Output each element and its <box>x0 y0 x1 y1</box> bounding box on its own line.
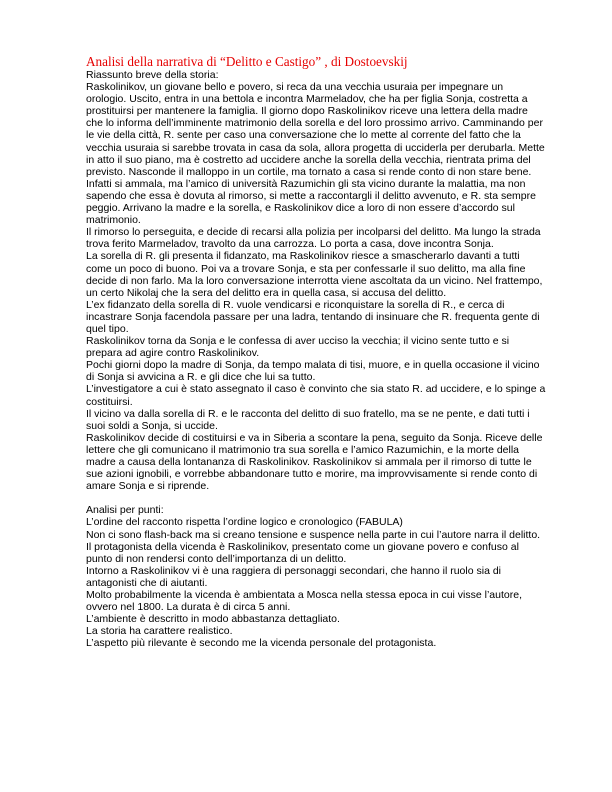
text-line: di Sonja si avvicina a R. e gli dice che lui sa tutto. <box>86 371 316 384</box>
text-line: incastrare Sonja facendola passare per una ladra, tentando di insinuare che R. frequenta gente di <box>86 310 540 323</box>
text-line: L’aspetto più rilevante è secondo me la vicenda personale del protagonista. <box>86 637 437 650</box>
text-line: Il vicino va dalla sorella di R. e le racconta del delitto di suo fratello, ma se ne pente, e dati tutti i <box>86 407 530 420</box>
text-line: ovvero nel 1800. La durata è di circa 5 anni. <box>86 601 291 614</box>
text-line: suoi soldi a Sonja, si uccide. <box>86 419 218 432</box>
text-line: L’ambiente è descritto in modo abbastanza dettagliato. <box>86 613 340 626</box>
text-line: previsto. Nasconde il malloppo in un cortile, ma tornato a casa si rende conto di non stare bene. <box>86 165 532 178</box>
text-line: Intorno a Raskolinikov vi è una raggiera di personaggi secondari, che hanno il ruolo sia di <box>86 564 502 577</box>
summary-heading: Riassunto breve della storia: <box>86 69 219 81</box>
text-line: Non ci sono flash-back ma si creano tensione e suspence nella parte in cui l’autore narra il delitto. <box>86 528 541 541</box>
text-line: Raskolinikov torna da Sonja e le confessa di aver ucciso la vecchia; il vicino sente tutto e si <box>86 335 510 348</box>
text-line: costituirsi. <box>86 395 133 408</box>
text-line: peggio. Arrivano la madre e la sorella, e Raskolinikov dice a loro di non essere d’accordo sul <box>86 202 515 215</box>
document-page <box>86 55 566 650</box>
text-line: lettere che gli comunicano il matrimonio tra sua sorella e l’amico Razumichin, e la morte della <box>86 443 520 456</box>
document-title: Analisi della narrativa di “Delitto e Castigo” , di Dostoevskij <box>86 54 408 69</box>
text-line: vecchia usuraia si sarebbe trovata in casa da sola, allora progetta di ucciderla per derubarla. Mette <box>86 141 545 154</box>
text-line: sue azioni ignobili, e vorrebbe abbandonare tutto e morire, ma improvvisamente si rende conto di <box>86 468 538 481</box>
text-line: Il rimorso lo perseguita, e decide di recarsi alla polizia per incolparsi del delitto. Ma lungo la strada <box>86 226 541 239</box>
text-line: prepara ad agire contro Raskolinikov. <box>86 347 260 360</box>
text-line: Molto probabilmente la vicenda è ambientata a Mosca nella stessa epoca in cui visse l’autore, <box>86 589 522 602</box>
text-line: antagonisti che di aiutanti. <box>86 576 208 589</box>
text-line: matrimonio. <box>86 214 141 227</box>
text-line: sapendo che essa è dovuta al rimorso, si mette a raccontargli il delitto avvenuto, e R. sta sempre <box>86 189 536 202</box>
analysis-heading: Analisi per punti: <box>86 504 164 517</box>
text-line: Raskolinikov decide di costituirsi e va in Siberia a scontare la pena, seguito da Sonja. Riceve delle <box>86 431 543 444</box>
text-line: Infatti si ammala, ma l’amico di università Razumichin gli sta vicino durante la malattia, ma non <box>86 177 526 190</box>
text-line: come un poco di buono. Poi va a trovare Sonja, e sta per confessarle il suo delitto, ma alla fine <box>86 262 526 275</box>
text-line: La storia ha carattere realistico. <box>86 625 233 638</box>
text-line: amare Sonja e si riprende. <box>86 480 210 493</box>
text-line: trova ferito Marmeladov, travolto da una carrozza. Lo porta a casa, dove incontra Sonja. <box>86 238 494 251</box>
text-line: quel tipo. <box>86 322 129 335</box>
text-line: punto di non rendersi conto dell’importanza di un delitto. <box>86 552 347 565</box>
text-line: le vie della città, R. sente per caso una conversazione che lo mette al corrente del fatto che la <box>86 129 521 142</box>
analysis-body <box>86 516 566 649</box>
text-line: Pochi giorni dopo la madre di Sonja, da tempo malata di tisi, muore, e in quella occasione il vicino <box>86 359 540 372</box>
text-line: L’ex fidanzato della sorella di R. vuole vendicarsi e riconquistare la sorella di R., e cerca di <box>86 298 505 311</box>
text-line: L’investigatore a cui è stato assegnato il caso è convinto che sia stato R. ad uccidere, e lo spinge a <box>86 383 546 396</box>
text-line: prostituirsi per mantenere la famiglia. Il giorno dopo Raskolinikov riceve una lettera della madre <box>86 105 528 118</box>
text-line: un certo Nikolaj che la sera del delitto era in quella casa, si accusa del delitto. <box>86 286 447 299</box>
summary-body <box>86 81 566 492</box>
text-line: in atto il suo piano, ma è costretto ad uccidere anche la sorella della vecchia, rientrata prima del <box>86 153 531 166</box>
text-line: che lo informa dell’imminente matrimonio della sorella e del loro prossimo arrivo. Camminando per <box>86 117 543 130</box>
text-line: decide di non farlo. Ma la loro conversazione interrotta viene ascoltata da un vicino. Nel frattempo, <box>86 274 543 287</box>
text-line: La sorella di R. gli presenta il fidanzato, ma Raskolinikov riesce a smascherarlo davanti a tutti <box>86 250 520 263</box>
text-line: madre a causa della lontananza di Raskolinikov. Raskolinikov si ammala per il rimorso di tutte le <box>86 456 532 468</box>
text-line: L’ordine del racconto rispetta l’ordine logico e cronologico (FABULA) <box>86 516 403 529</box>
section-gap <box>86 492 566 504</box>
text-line: orologio. Uscito, entra in una bettola e incontra Marmeladov, che ha per figlia Sonja, costretta a <box>86 93 528 106</box>
text-line: Il protagonista della vicenda è Raskolinikov, presentato come un giovane povero e confuso al <box>86 540 519 553</box>
text-line: Raskolinikov, un giovane bello e povero, si reca da una vecchia usuraia per impegnare un <box>86 81 504 94</box>
